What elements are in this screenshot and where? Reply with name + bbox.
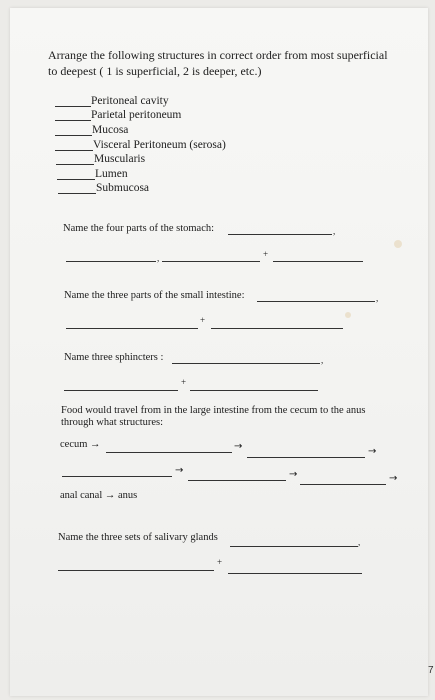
separator: , [333, 226, 336, 236]
answer-blank[interactable] [66, 261, 156, 262]
question-text: Name the three sets of salivary glands [58, 532, 218, 543]
answer-blank-4[interactable] [55, 150, 93, 151]
separator: , [321, 355, 324, 365]
answer-blank[interactable] [188, 480, 286, 481]
separator: , [358, 537, 361, 547]
structure-item: Submucosa [96, 182, 150, 194]
separator: + [217, 557, 223, 567]
answer-blank[interactable] [300, 484, 386, 485]
instructions-text: Arrange the following structures in correct order from most superficial to deepest ( 1 is superficial, 2 is deeper, etc.) [48, 48, 388, 78]
arrow-icon: → [389, 473, 398, 484]
answer-blank[interactable] [64, 390, 178, 391]
separator: , [376, 293, 379, 303]
paper-stain [345, 312, 351, 318]
answer-blank[interactable] [106, 452, 232, 453]
structure-item: Muscularis [94, 153, 146, 165]
answer-blank-2[interactable] [55, 120, 91, 121]
structure-item: Mucosa [92, 124, 129, 136]
answer-blank[interactable] [62, 476, 172, 477]
arrow-icon: → [368, 446, 377, 457]
end-label: anal canal → anus [60, 490, 138, 501]
answer-blank[interactable] [172, 363, 320, 364]
answer-blank[interactable] [228, 234, 332, 235]
structure-item: Peritoneal cavity [91, 95, 169, 107]
arrow-icon: → [175, 465, 184, 476]
answer-blank[interactable] [273, 261, 363, 262]
answer-blank[interactable] [66, 328, 198, 329]
answer-blank-7[interactable] [58, 193, 96, 194]
answer-blank[interactable] [190, 390, 318, 391]
answer-blank[interactable] [228, 573, 362, 574]
start-label: cecum → [60, 439, 101, 450]
answer-blank[interactable] [211, 328, 343, 329]
arrow-icon: → [289, 469, 298, 480]
structure-item: Visceral Peritoneum (serosa) [93, 139, 226, 151]
question-text: Name the four parts of the stomach: [63, 223, 215, 234]
question-text: Name three sphincters : [64, 352, 164, 363]
question-text: Food would travel from in the large intestine from the cecum to the anus through what structures: [61, 405, 366, 428]
answer-blank-6[interactable] [57, 179, 95, 180]
separator: + [200, 315, 206, 325]
answer-blank[interactable] [230, 546, 358, 547]
separator: + [181, 377, 187, 387]
answer-blank[interactable] [257, 301, 375, 302]
answer-blank-3[interactable] [55, 135, 92, 136]
structure-item: Lumen [95, 168, 128, 180]
arrow-icon: → [234, 441, 243, 452]
question-text: Name the three parts of the small intestine: [64, 290, 245, 301]
separator: + [263, 249, 269, 259]
paper-stain [394, 240, 402, 248]
answer-blank-5[interactable] [56, 164, 94, 165]
separator: , [157, 253, 160, 263]
answer-blank-1[interactable] [55, 106, 91, 107]
answer-blank[interactable] [162, 261, 260, 262]
structure-item: Parietal peritoneum [91, 109, 182, 121]
page-number: 7 [428, 665, 434, 676]
answer-blank[interactable] [247, 457, 365, 458]
answer-blank[interactable] [58, 570, 214, 571]
